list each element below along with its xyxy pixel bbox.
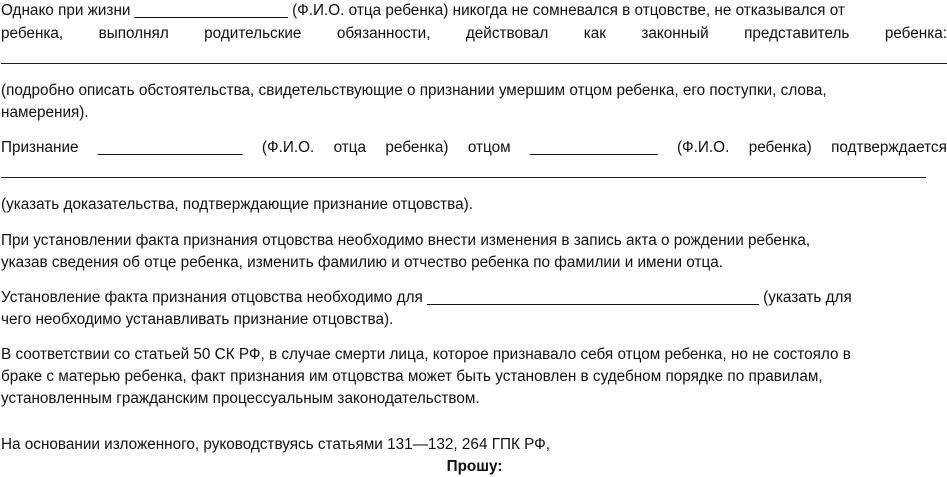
paragraph-6-line-2: чего необходимо устанавливать признание отцовства). — [1, 311, 394, 328]
paragraph-1-line-2 — [1, 24, 947, 44]
fill-in-blank-line — [1, 177, 926, 178]
paragraph-2-line-2: намерения). — [1, 104, 89, 121]
word: обязанности, — [336, 25, 431, 42]
paragraph-7-line-3: установленным гражданским процессуальным законодательством. — [1, 390, 480, 407]
word: ребенка) — [385, 139, 449, 156]
word: подтверждается — [831, 139, 947, 156]
section-heading: Прошу: — [446, 458, 503, 475]
word: отцом — [467, 139, 511, 156]
paragraph-4-line-1: (указать доказательства, подтверждающие признание отцовства). — [1, 196, 473, 213]
word: как — [583, 25, 606, 42]
paragraph-8-line-1: На основании изложенного, руководствуясь статьями 131—132, 264 ГПК РФ, — [1, 436, 551, 453]
word: представитель — [744, 25, 850, 42]
word: родительские — [204, 25, 302, 42]
fill-in-blank-line — [1, 63, 947, 64]
paragraph-7-line-1: В соответствии со статьей 50 СК РФ, в случае смерти лица, которое признавало себя отцом ребенка, но не состояло в — [1, 346, 851, 363]
word: (Ф.И.О. — [261, 139, 315, 156]
word: Признание — [1, 139, 79, 156]
blank: _______________ — [529, 139, 658, 156]
paragraph-2-line-1: (подробно описать обстоятельства, свидетельствующие о признании умершим отцом ребенка, его поступки, слова, — [1, 82, 827, 99]
word: отца — [333, 139, 367, 156]
word: ребенка, — [1, 25, 64, 42]
word: законный — [641, 25, 709, 42]
word: (Ф.И.О. — [676, 139, 730, 156]
word: ребенка: — [884, 25, 947, 42]
paragraph-3-line-1 — [1, 138, 947, 158]
paragraph-5-line-1: При установлении факта признания отцовства необходимо внести изменения в запись акта о рождении ребенка, — [1, 232, 811, 249]
word: действовал — [465, 25, 549, 42]
paragraph-7-line-2: браке с матерью ребенка, факт признания им отцовства может быть установлен в судебном порядке по правилам, — [1, 368, 823, 385]
paragraph-6-line-1: Установление факта признания отцовства необходимо для _______________________________________ (указать для — [1, 289, 852, 306]
paragraph-5-line-2: указав сведения об отце ребенка, изменить фамилию и отчество ребенка по фамилии и имени отца. — [1, 254, 724, 271]
paragraph-1-line-1: Однако при жизни __________________ (Ф.И.О. отца ребенка) никогда не сомневался в отцовстве, не отказывался от — [1, 2, 845, 19]
word: ребенка) — [748, 139, 812, 156]
blank: _________________ — [97, 139, 243, 156]
word: выполнял — [98, 25, 169, 42]
